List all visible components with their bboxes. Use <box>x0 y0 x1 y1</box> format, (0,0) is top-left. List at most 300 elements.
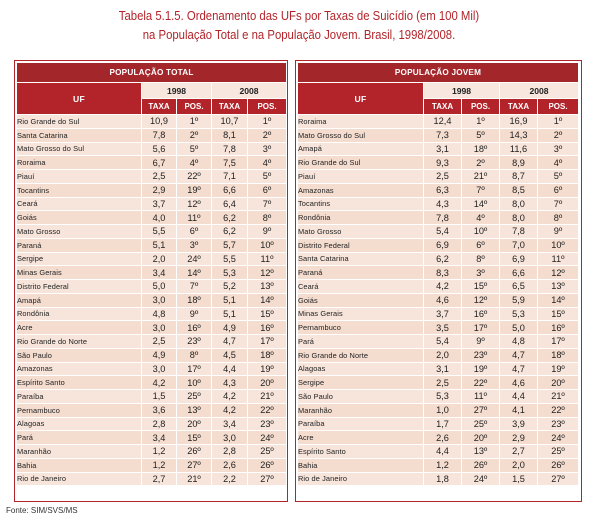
position-2008-cell: 6º <box>538 183 579 197</box>
rate-2008-cell: 4,8 <box>500 335 538 349</box>
rate-1998-cell: 4,9 <box>142 348 177 362</box>
rate-1998-cell: 4,0 <box>142 211 177 225</box>
uf-name-cell: Roraima <box>298 115 424 129</box>
rate-2008-cell: 3,0 <box>212 431 248 445</box>
table-row <box>298 362 579 376</box>
table-row <box>298 293 579 307</box>
uf-name-cell: Goiás <box>298 293 424 307</box>
rate-2008-cell: 5,1 <box>212 293 248 307</box>
position-2008-cell: 20º <box>248 376 287 390</box>
rate-2008-cell: 5,9 <box>500 293 538 307</box>
position-2008-cell: 7º <box>248 197 287 211</box>
position-2008-cell: 14º <box>538 293 579 307</box>
uf-name-cell: Maranhão <box>298 403 424 417</box>
rate-2008-cell: 4,7 <box>500 362 538 376</box>
position-2008-cell: 21º <box>538 390 579 404</box>
position-1998-cell: 22º <box>177 170 212 184</box>
uf-name-cell: Minas Gerais <box>17 266 142 280</box>
rate-2008-cell: 4,9 <box>212 321 248 335</box>
position-2008-cell: 14º <box>248 293 287 307</box>
position-2008-cell: 11º <box>248 252 287 266</box>
rate-2008-cell: 8,0 <box>500 197 538 211</box>
uf-column-header: UF <box>17 83 142 115</box>
rate-1998-cell: 2,0 <box>424 348 462 362</box>
uf-name-cell: Tocantins <box>17 183 142 197</box>
position-1998-cell: 17º <box>177 362 212 376</box>
position-2008-cell: 17º <box>248 335 287 349</box>
position-2008-cell: 23º <box>248 417 287 431</box>
position-header: POS. <box>177 99 212 115</box>
table-young-population <box>297 62 579 486</box>
rate-1998-cell: 6,7 <box>142 156 177 170</box>
rate-1998-cell: 5,0 <box>142 280 177 294</box>
rate-2008-cell: 4,5 <box>212 348 248 362</box>
rate-2008-cell: 6,6 <box>212 183 248 197</box>
uf-name-cell: Ceará <box>298 280 424 294</box>
uf-name-cell: Rio de Janeiro <box>298 472 424 486</box>
position-2008-cell: 21º <box>248 390 287 404</box>
table-row <box>298 390 579 404</box>
table-row <box>298 197 579 211</box>
position-1998-cell: 10º <box>177 376 212 390</box>
position-2008-cell: 27º <box>248 472 287 486</box>
position-2008-cell: 12º <box>248 266 287 280</box>
position-1998-cell: 23º <box>462 348 500 362</box>
table-row <box>298 417 579 431</box>
rate-2008-cell: 8,5 <box>500 183 538 197</box>
table-row <box>298 431 579 445</box>
table-row <box>298 376 579 390</box>
uf-name-cell: Paraíba <box>17 390 142 404</box>
position-2008-cell: 18º <box>538 348 579 362</box>
rate-1998-cell: 3,0 <box>142 362 177 376</box>
rate-2008-cell: 5,3 <box>500 307 538 321</box>
position-1998-cell: 5º <box>462 128 500 142</box>
rate-1998-cell: 2,5 <box>424 376 462 390</box>
rate-2008-cell: 4,3 <box>212 376 248 390</box>
rate-2008-cell: 6,2 <box>212 211 248 225</box>
position-1998-cell: 27º <box>462 403 500 417</box>
rate-1998-cell: 3,5 <box>424 321 462 335</box>
rate-1998-cell: 1,2 <box>424 458 462 472</box>
position-1998-cell: 5º <box>177 142 212 156</box>
uf-name-cell: Maranhão <box>17 445 142 459</box>
uf-name-cell: Santa Catarina <box>17 128 142 142</box>
table-row <box>17 128 287 142</box>
uf-name-cell: Bahia <box>17 458 142 472</box>
rate-1998-cell: 12,4 <box>424 115 462 129</box>
group-header: POPULAÇÃO JOVEM <box>298 63 579 83</box>
position-2008-cell: 16º <box>538 321 579 335</box>
uf-name-cell: Sergipe <box>17 252 142 266</box>
position-1998-cell: 26º <box>462 458 500 472</box>
table-row <box>17 266 287 280</box>
table-row <box>17 183 287 197</box>
table-row <box>17 225 287 239</box>
uf-name-cell: Pernambuco <box>298 321 424 335</box>
rate-1998-cell: 3,0 <box>142 293 177 307</box>
position-2008-cell: 15º <box>248 307 287 321</box>
uf-name-cell: Alagoas <box>17 417 142 431</box>
uf-name-cell: Santa Catarina <box>298 252 424 266</box>
rate-2008-cell: 7,5 <box>212 156 248 170</box>
rate-2008-cell: 6,6 <box>500 266 538 280</box>
position-1998-cell: 27º <box>177 458 212 472</box>
rate-2008-cell: 4,7 <box>500 348 538 362</box>
rate-2008-cell: 8,0 <box>500 211 538 225</box>
table-row <box>298 458 579 472</box>
uf-name-cell: Rio de Janeiro <box>17 472 142 486</box>
rate-2008-cell: 5,7 <box>212 238 248 252</box>
rate-header: TAXA <box>424 99 462 115</box>
table-row <box>298 170 579 184</box>
position-1998-cell: 1º <box>177 115 212 129</box>
rate-2008-cell: 16,9 <box>500 115 538 129</box>
group-header: POPULAÇÃO TOTAL <box>17 63 287 83</box>
uf-name-cell: Piauí <box>298 170 424 184</box>
rate-1998-cell: 6,3 <box>424 183 462 197</box>
position-2008-cell: 22º <box>538 403 579 417</box>
position-2008-cell: 24º <box>248 431 287 445</box>
table-row <box>298 225 579 239</box>
position-1998-cell: 18º <box>177 293 212 307</box>
table-row <box>298 403 579 417</box>
rate-1998-cell: 5,4 <box>424 335 462 349</box>
position-2008-cell: 1º <box>248 115 287 129</box>
position-1998-cell: 2º <box>177 128 212 142</box>
rate-1998-cell: 2,5 <box>142 335 177 349</box>
year-header-2008: 2008 <box>500 83 579 99</box>
uf-name-cell: Acre <box>298 431 424 445</box>
rate-2008-cell: 14,3 <box>500 128 538 142</box>
position-2008-cell: 3º <box>248 142 287 156</box>
table-row <box>298 335 579 349</box>
position-2008-cell: 5º <box>248 170 287 184</box>
rate-2008-cell: 4,7 <box>212 335 248 349</box>
table-row <box>17 390 287 404</box>
position-2008-cell: 3º <box>538 142 579 156</box>
position-1998-cell: 20º <box>462 431 500 445</box>
year-header-1998: 1998 <box>424 83 500 99</box>
position-1998-cell: 9º <box>462 335 500 349</box>
table-row <box>17 170 287 184</box>
rate-1998-cell: 5,4 <box>424 225 462 239</box>
uf-name-cell: Amazonas <box>17 362 142 376</box>
position-2008-cell: 18º <box>248 348 287 362</box>
rate-1998-cell: 7,8 <box>142 128 177 142</box>
rate-1998-cell: 5,3 <box>424 390 462 404</box>
position-2008-cell: 9º <box>538 225 579 239</box>
uf-name-cell: Mato Grosso do Sul <box>298 128 424 142</box>
rate-1998-cell: 3,1 <box>424 362 462 376</box>
uf-name-cell: Distrito Federal <box>17 280 142 294</box>
table-row <box>298 211 579 225</box>
rate-header: TAXA <box>142 99 177 115</box>
table-row <box>298 266 579 280</box>
rate-2008-cell: 7,8 <box>212 142 248 156</box>
table-row <box>298 307 579 321</box>
rate-1998-cell: 3,7 <box>424 307 462 321</box>
position-1998-cell: 6º <box>462 238 500 252</box>
position-header: POS. <box>462 99 500 115</box>
table-row <box>17 238 287 252</box>
table-row <box>17 348 287 362</box>
table-row <box>298 115 579 129</box>
table-row <box>298 472 579 486</box>
uf-name-cell: Espírito Santo <box>298 445 424 459</box>
table-row <box>298 348 579 362</box>
uf-name-cell: Amazonas <box>298 183 424 197</box>
rate-1998-cell: 1,8 <box>424 472 462 486</box>
position-1998-cell: 6º <box>177 225 212 239</box>
uf-name-cell: Rio Grande do Sul <box>17 115 142 129</box>
table-row <box>17 417 287 431</box>
rate-1998-cell: 3,0 <box>142 321 177 335</box>
table-title <box>42 6 556 44</box>
table-row <box>17 156 287 170</box>
rate-1998-cell: 2,5 <box>424 170 462 184</box>
rate-1998-cell: 3,4 <box>142 266 177 280</box>
uf-name-cell: Alagoas <box>298 362 424 376</box>
position-2008-cell: 4º <box>248 156 287 170</box>
position-header: POS. <box>538 99 579 115</box>
position-1998-cell: 22º <box>462 376 500 390</box>
table-row <box>17 252 287 266</box>
table-row <box>298 445 579 459</box>
rate-2008-cell: 6,4 <box>212 197 248 211</box>
position-1998-cell: 8º <box>177 348 212 362</box>
position-2008-cell: 4º <box>538 156 579 170</box>
uf-name-cell: Pará <box>17 431 142 445</box>
table-row <box>298 183 579 197</box>
rate-1998-cell: 2,6 <box>424 431 462 445</box>
uf-name-cell: Amapá <box>17 293 142 307</box>
rate-1998-cell: 6,9 <box>424 238 462 252</box>
rate-1998-cell: 1,0 <box>424 403 462 417</box>
position-1998-cell: 7º <box>177 280 212 294</box>
rate-1998-cell: 2,8 <box>142 417 177 431</box>
position-header: POS. <box>248 99 287 115</box>
rate-1998-cell: 3,1 <box>424 142 462 156</box>
position-1998-cell: 8º <box>462 252 500 266</box>
table-row <box>298 238 579 252</box>
position-2008-cell: 10º <box>248 238 287 252</box>
uf-name-cell: Mato Grosso do Sul <box>17 142 142 156</box>
position-2008-cell: 1º <box>538 115 579 129</box>
position-2008-cell: 25º <box>248 445 287 459</box>
table-row <box>298 252 579 266</box>
position-2008-cell: 8º <box>248 211 287 225</box>
rate-2008-cell: 2,2 <box>212 472 248 486</box>
rate-1998-cell: 5,5 <box>142 225 177 239</box>
position-2008-cell: 13º <box>248 280 287 294</box>
position-1998-cell: 10º <box>462 225 500 239</box>
rate-2008-cell: 3,4 <box>212 417 248 431</box>
position-1998-cell: 12º <box>177 197 212 211</box>
rate-2008-cell: 6,2 <box>212 225 248 239</box>
uf-name-cell: Ceará <box>17 197 142 211</box>
rate-2008-cell: 2,0 <box>500 458 538 472</box>
rate-2008-cell: 10,7 <box>212 115 248 129</box>
position-1998-cell: 25º <box>462 417 500 431</box>
position-2008-cell: 17º <box>538 335 579 349</box>
uf-name-cell: Minas Gerais <box>298 307 424 321</box>
table-row <box>17 211 287 225</box>
rate-header: TAXA <box>500 99 538 115</box>
table-row <box>298 142 579 156</box>
position-1998-cell: 4º <box>177 156 212 170</box>
position-2008-cell: 12º <box>538 266 579 280</box>
position-2008-cell: 19º <box>248 362 287 376</box>
rate-2008-cell: 4,2 <box>212 390 248 404</box>
rate-2008-cell: 7,1 <box>212 170 248 184</box>
uf-name-cell: Rio Grande do Norte <box>298 348 424 362</box>
table-row <box>17 197 287 211</box>
position-1998-cell: 11º <box>462 390 500 404</box>
table-row <box>17 115 287 129</box>
table-row <box>17 431 287 445</box>
rate-2008-cell: 7,0 <box>500 238 538 252</box>
position-1998-cell: 7º <box>462 183 500 197</box>
position-1998-cell: 21º <box>462 170 500 184</box>
position-1998-cell: 18º <box>462 142 500 156</box>
uf-name-cell: Piauí <box>17 170 142 184</box>
rate-2008-cell: 2,9 <box>500 431 538 445</box>
rate-2008-cell: 4,1 <box>500 403 538 417</box>
rate-1998-cell: 9,3 <box>424 156 462 170</box>
table-row <box>298 321 579 335</box>
rate-2008-cell: 2,8 <box>212 445 248 459</box>
position-1998-cell: 13º <box>177 403 212 417</box>
position-2008-cell: 22º <box>248 403 287 417</box>
rate-1998-cell: 7,3 <box>424 128 462 142</box>
rate-2008-cell: 5,5 <box>212 252 248 266</box>
table-row <box>17 445 287 459</box>
table-row <box>17 472 287 486</box>
year-header-1998: 1998 <box>142 83 212 99</box>
position-1998-cell: 4º <box>462 211 500 225</box>
rate-2008-cell: 4,4 <box>500 390 538 404</box>
position-1998-cell: 24º <box>177 252 212 266</box>
uf-name-cell: Mato Grosso <box>298 225 424 239</box>
rate-2008-cell: 5,1 <box>212 307 248 321</box>
rate-2008-cell: 5,0 <box>500 321 538 335</box>
position-2008-cell: 16º <box>248 321 287 335</box>
position-2008-cell: 8º <box>538 211 579 225</box>
rate-2008-cell: 3,9 <box>500 417 538 431</box>
rate-1998-cell: 1,2 <box>142 458 177 472</box>
position-2008-cell: 11º <box>538 252 579 266</box>
rate-2008-cell: 6,9 <box>500 252 538 266</box>
position-2008-cell: 13º <box>538 280 579 294</box>
table-row <box>17 142 287 156</box>
uf-name-cell: Paraná <box>17 238 142 252</box>
rate-1998-cell: 2,5 <box>142 170 177 184</box>
rate-1998-cell: 10,9 <box>142 115 177 129</box>
rate-1998-cell: 3,6 <box>142 403 177 417</box>
rate-1998-cell: 6,2 <box>424 252 462 266</box>
rate-1998-cell: 4,6 <box>424 293 462 307</box>
position-1998-cell: 19º <box>177 183 212 197</box>
position-1998-cell: 3º <box>177 238 212 252</box>
uf-name-cell: Sergipe <box>298 376 424 390</box>
rate-1998-cell: 4,8 <box>142 307 177 321</box>
position-2008-cell: 19º <box>538 362 579 376</box>
uf-name-cell: Acre <box>17 321 142 335</box>
uf-name-cell: Paraíba <box>298 417 424 431</box>
position-1998-cell: 2º <box>462 156 500 170</box>
rate-1998-cell: 5,6 <box>142 142 177 156</box>
uf-name-cell: Paraná <box>298 266 424 280</box>
rate-2008-cell: 8,1 <box>212 128 248 142</box>
rate-2008-cell: 4,6 <box>500 376 538 390</box>
rate-2008-cell: 8,7 <box>500 170 538 184</box>
title-line-2: na População Total e na População Jovem. Brasil, 1998/2008. <box>142 27 456 42</box>
year-header-2008: 2008 <box>212 83 287 99</box>
position-1998-cell: 19º <box>462 362 500 376</box>
uf-name-cell: Bahia <box>298 458 424 472</box>
rate-2008-cell: 5,3 <box>212 266 248 280</box>
rate-2008-cell: 4,2 <box>212 403 248 417</box>
rate-1998-cell: 7,8 <box>424 211 462 225</box>
position-2008-cell: 6º <box>248 183 287 197</box>
table-row <box>17 335 287 349</box>
position-2008-cell: 23º <box>538 417 579 431</box>
uf-name-cell: Goiás <box>17 211 142 225</box>
table-row <box>17 293 287 307</box>
uf-name-cell: Pernambuco <box>17 403 142 417</box>
position-2008-cell: 27º <box>538 472 579 486</box>
position-1998-cell: 14º <box>177 266 212 280</box>
table-row <box>298 280 579 294</box>
table-row <box>17 403 287 417</box>
position-2008-cell: 5º <box>538 170 579 184</box>
position-1998-cell: 14º <box>462 197 500 211</box>
rate-2008-cell: 8,9 <box>500 156 538 170</box>
rate-1998-cell: 2,0 <box>142 252 177 266</box>
position-2008-cell: 2º <box>248 128 287 142</box>
position-1998-cell: 11º <box>177 211 212 225</box>
position-2008-cell: 20º <box>538 376 579 390</box>
rate-1998-cell: 4,4 <box>424 445 462 459</box>
rate-1998-cell: 4,2 <box>142 376 177 390</box>
rate-1998-cell: 3,4 <box>142 431 177 445</box>
uf-name-cell: Rio Grande do Norte <box>17 335 142 349</box>
table-row <box>17 458 287 472</box>
rate-1998-cell: 1,2 <box>142 445 177 459</box>
rate-header: TAXA <box>212 99 248 115</box>
table-row <box>298 156 579 170</box>
uf-column-header: UF <box>298 83 424 115</box>
rate-1998-cell: 4,2 <box>424 280 462 294</box>
uf-name-cell: São Paulo <box>17 348 142 362</box>
uf-name-cell: Rondônia <box>298 211 424 225</box>
position-1998-cell: 25º <box>177 390 212 404</box>
table-total-population <box>16 62 287 486</box>
uf-name-cell: Pará <box>298 335 424 349</box>
rate-2008-cell: 2,7 <box>500 445 538 459</box>
rate-2008-cell: 5,2 <box>212 280 248 294</box>
position-2008-cell: 25º <box>538 445 579 459</box>
rate-1998-cell: 2,7 <box>142 472 177 486</box>
uf-name-cell: Roraima <box>17 156 142 170</box>
position-1998-cell: 3º <box>462 266 500 280</box>
rate-2008-cell: 11,6 <box>500 142 538 156</box>
position-1998-cell: 21º <box>177 472 212 486</box>
rate-2008-cell: 1,5 <box>500 472 538 486</box>
rate-1998-cell: 4,3 <box>424 197 462 211</box>
position-1998-cell: 17º <box>462 321 500 335</box>
